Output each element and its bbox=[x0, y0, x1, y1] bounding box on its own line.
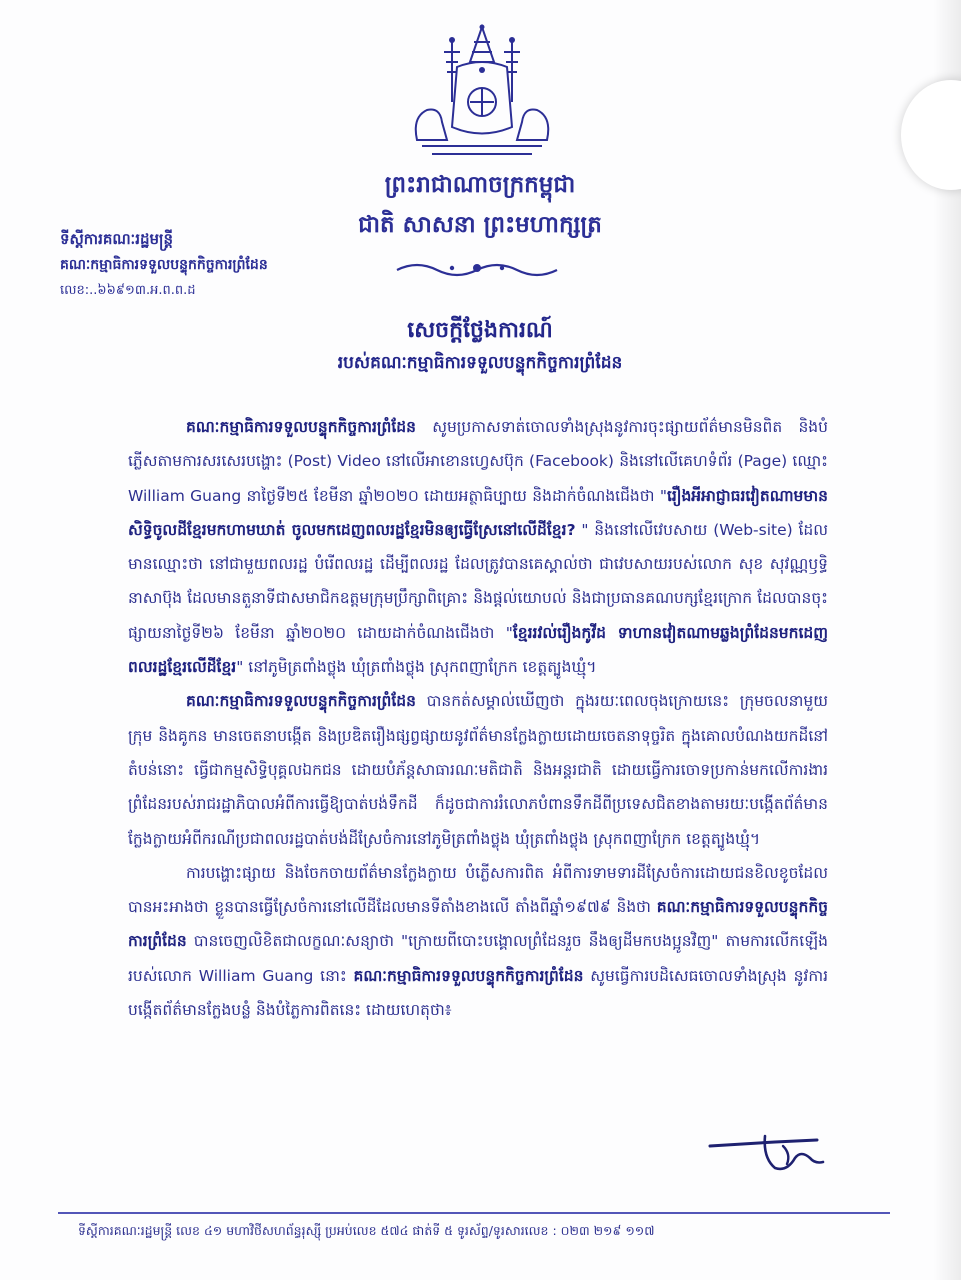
statement-body bbox=[128, 410, 828, 1027]
footer-address: ទីស្ដីការគណៈរដ្ឋមន្ត្រី លេខ ៤១ មហាវិថីសហព័ន្ធរុស្ស៊ី ប្រអប់លេខ ៥៧៤ ផាត់ទី ៥ ទូរស័ព្ទ/ទូរសារលេខ : ០២៣ ២១៩ ១១៧ bbox=[78, 1223, 655, 1238]
office-line-1: ទីស្ដីការគណៈរដ្ឋមន្ត្រី bbox=[60, 230, 174, 248]
document-title: សេចក្ដីថ្លែងការណ៍ bbox=[407, 318, 553, 343]
paragraph-text: សូមធ្វើការបដិសេធចោលទាំងស្រុង នូវការបង្កើតព័ត៌មានក្លែងបន្លំ និងបំភ្លៃការពិតនេះ ដោយហេតុថា៖ bbox=[128, 966, 828, 1020]
decorative-divider-icon bbox=[392, 256, 562, 280]
office-line-2: គណៈកម្មាធិការទទួលបន្ទុកកិច្ចការព្រំដែន bbox=[60, 257, 268, 273]
paragraph-text: ការបង្ហោះផ្សាយ និងចែកចាយព័ត៌មានក្លែងក្លាយ បំភ្លើសការពិត អំពីការទាមទារដីស្រែចំការដោយជនខិលខូចដែលបានអះអាងថា ខ្លួនបានធ្វើស្រែចំការនៅលើដីដែលមានទីតាំងខាងលើ តាំងពីឆ្នាំ១៩៧៩ និងថា bbox=[128, 863, 828, 917]
kingdom-name: ព្រះរាជាណាចក្រកម្ពុជា bbox=[384, 171, 576, 198]
committee-name: គណៈកម្មាធិការទទួលបន្ទុកកិច្ចការព្រំដែន bbox=[186, 692, 416, 711]
quoted-headline: ខ្មែររវល់រឿងកូវីដ ទាហានវៀតណាមឆ្លងព្រំដែនមកដេញពលរដ្ឋខ្មែរលើដីខ្មែរ bbox=[128, 623, 828, 677]
paragraph-2 bbox=[128, 684, 828, 855]
paragraph-text: " នៅភូមិត្រពាំងថ្លុង ឃុំត្រពាំងថ្លុង ស្រុកពញាក្រែក ខេត្តត្បូងឃ្មុំ។ bbox=[236, 658, 597, 677]
committee-name: គណៈកម្មាធិការទទួលបន្ទុកកិច្ចការព្រំដែន bbox=[186, 418, 416, 436]
floating-circle-button[interactable] bbox=[901, 80, 961, 190]
quoted-headline: រឿងអីអាជ្ញាធរវៀតណាមមានសិទ្ធិចូលដីខ្មែរមកហាមឃាត់ ចូលមកដេញពលរដ្ឋខ្មែរមិនឲ្យធ្វើស្រែនៅលើដីខ្មែរ? bbox=[128, 486, 828, 539]
royal-coat-of-arms-icon bbox=[402, 22, 562, 162]
national-motto: ជាតិ សាសនា ព្រះមហាក្សត្រ bbox=[358, 211, 602, 238]
paragraph-3 bbox=[128, 856, 828, 1027]
page-edge-shadow bbox=[933, 0, 961, 1280]
footer-divider bbox=[58, 1212, 890, 1214]
paragraph-text: សូមប្រកាសទាត់ចោលទាំងស្រុងនូវការចុះផ្សាយព័ត៌មានមិនពិត និងបំភ្លើសតាមការសរសេរបង្ហោះ (Post) Video នៅលើអាខោនហ្វេសប៊ុក (Facebook) និងនៅលើគេហទំព័រ (Page) ឈ្មោះ William Guang នាថ្ងៃទី២៥ ខែមីនា ឆ្នាំ២០២០ ដោយអត្ថាធិប្បាយ និងដាក់ចំណងជើងថា " bbox=[128, 418, 828, 505]
paragraph-text: " និងនៅលើវេបសាយ (Web-site) ដែលមានឈ្មោះថា នៅជាមួយពលរដ្ឋ បំរើពលរដ្ឋ ដើម្បីពលរដ្ឋ ដែលត្រូវបានគេស្គាល់ថា ជាវេបសាយរបស់លោក សុខ សុវណ្ណឫទ្ធិនាសាប៊ុង ដែលមានតួនាទីជាសមាជិកឧត្ដមក្រុមប្រឹក្សាពិគ្រោះ និងផ្ដល់យោបល់ និងជាប្រធានគណបក្សខ្មែរក្រោក ដែលបានចុះផ្សាយនាថ្ងៃទី២៦ ខែមីនា ឆ្នាំ២០២០ ដោយដាក់ចំណងជើងថា " bbox=[128, 520, 828, 642]
signature-icon bbox=[705, 1128, 830, 1176]
document-subtitle: របស់គណៈកម្មាធិការទទួលបន្ទុកកិច្ចការព្រំដែន bbox=[337, 353, 623, 373]
reference-number: លេខ:..៦៦៩១៣.អ.ព.ព.ដ bbox=[60, 283, 196, 298]
paragraph-text: បានកត់សម្គាល់ឃើញថា ក្នុងរយៈពេលចុងក្រោយនេះ ក្រុមចលនាមួយក្រុម និងគូកន មានចេតនាបង្កើត និងប្រឌិតរឿងផ្សព្វផ្សាយនូវព័ត៌មានក្លែងក្លាយដោយចេតនាទុច្ចរិត ក្នុងគោលបំណងយកដីនៅតំបន់នោះ ធ្វើជាកម្មសិទ្ធិបុគ្គលឯកជន ដោយបំភ័ន្តសាធារណៈមតិជាតិ និងអន្តរជាតិ ដោយធ្វើការចោទប្រកាន់មកលើការងារព្រំដែនរបស់រាជរដ្ឋាភិបាលអំពីការធ្វើឱ្យបាត់បង់ទឹកដី ក៏ដូចជាការរំលោភបំពានទឹកដីពីប្រទេសជិតខាងតាមរយៈបង្កើតព័ត៌មានក្លែងក្លាយអំពីករណីប្រជាពលរដ្ឋបាត់បង់ដីស្រែចំការនៅភូមិត្រពាំងថ្លុង ឃុំត្រពាំងថ្លុង ស្រុកពញាក្រែក ខេត្តត្បូងឃ្មុំ។ bbox=[128, 692, 828, 848]
issuing-office bbox=[60, 226, 320, 304]
paragraph-1 bbox=[128, 410, 828, 684]
paragraph-text: បានចេញលិខិតជាលក្ខណៈសន្យាថា "ក្រោយពីបោះបង្គោលព្រំដែនរួច នឹងឲ្យដីមកបងប្អូនវិញ" តាមការលើកឡើងរបស់លោក William Guang នោះ bbox=[128, 932, 828, 985]
committee-name: គណៈកម្មាធិការទទួលបន្ទុកកិច្ចការព្រំដែន bbox=[128, 898, 828, 951]
committee-name: គណៈកម្មាធិការទទួលបន្ទុកកិច្ចការព្រំដែន bbox=[353, 966, 584, 985]
